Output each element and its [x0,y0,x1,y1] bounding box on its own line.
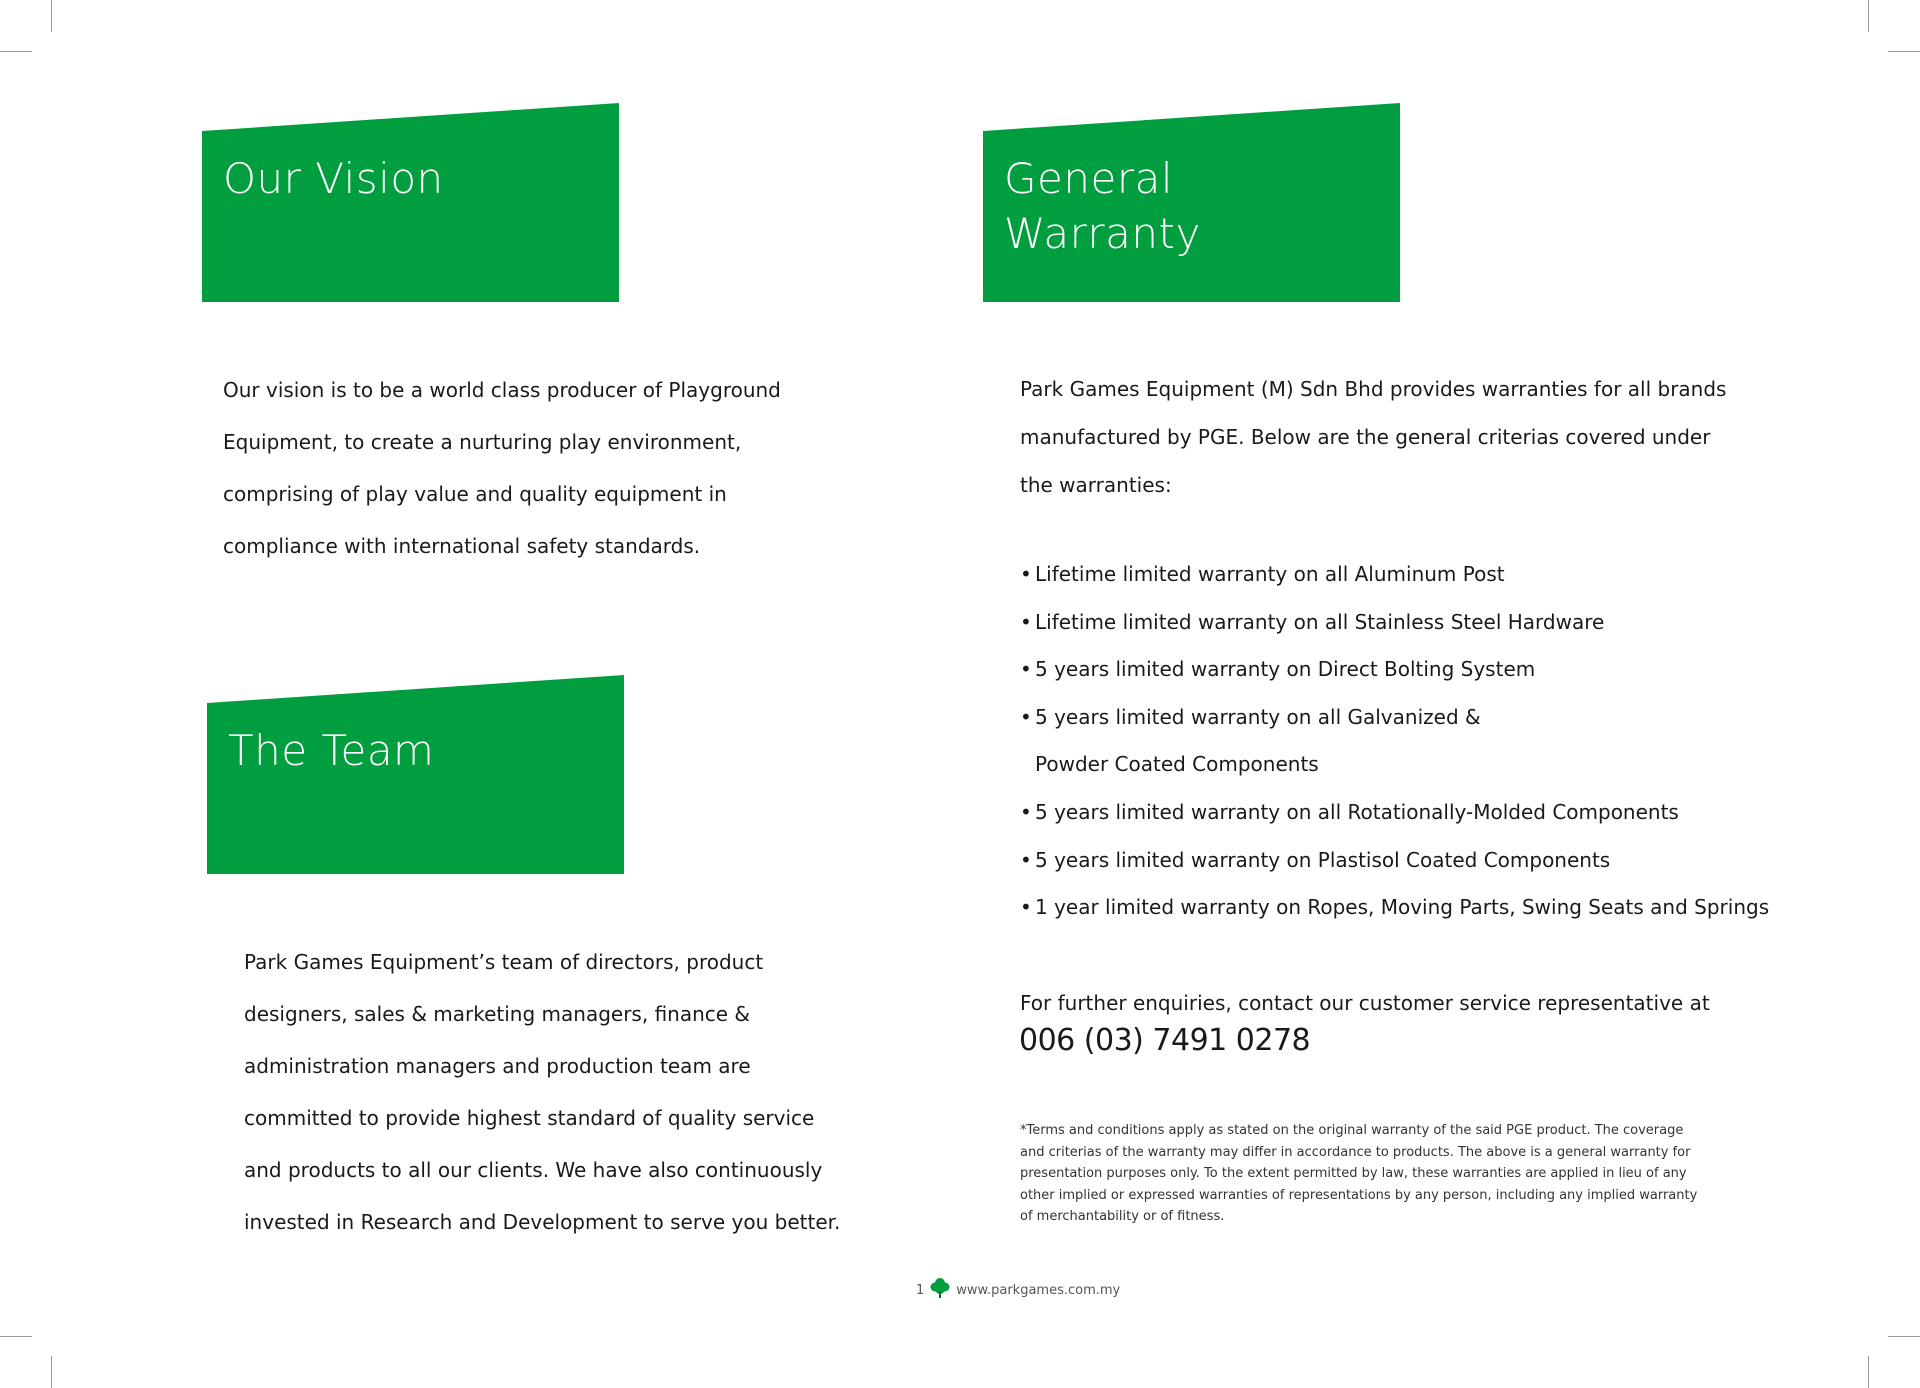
vision-line: comprising of play value and quality equipment in [223,482,727,506]
page-number: 1 [916,1282,925,1298]
warranty-intro-line: the warranties: [1020,473,1172,497]
crop-mark [1888,51,1920,52]
vision-paragraph [223,364,813,572]
team-line: administration managers and production team are [244,1054,751,1078]
warranty-intro [1020,365,1740,509]
warranty-bullet-item: • 5 years limited warranty on all Rotationally-Molded Components [1020,789,1780,837]
warranty-bullet-item: • 5 years limited warranty on Plastisol Coated Components [1020,837,1780,885]
crop-mark [1868,1356,1869,1388]
page-footer [916,1278,1120,1302]
team-line: Park Games Equipment’s team of directors, product [244,950,764,974]
footnote-line: other implied or expressed warranties of representations by any person, including any implied warranty [1020,1187,1698,1203]
crop-mark [51,0,52,32]
footnote-line: of merchantability or of fitness. [1020,1209,1225,1224]
vision-title-line: Our Vision [223,154,444,203]
team-line: designers, sales & marketing managers, finance & [244,1002,751,1026]
terms-footnote [1020,1120,1740,1228]
warranty-bullet-item: • 5 years limited warranty on all Galvanized & [1020,694,1780,742]
footnote-line: and criterias of the warranty may differ in accordance to products. The above is a general warranty for [1020,1144,1691,1160]
warranty-title-line: Warranty [1004,209,1201,258]
team-title [228,723,608,778]
warranty-bullet-item: • Lifetime limited warranty on all Aluminum Post [1020,551,1780,599]
vision-line: Our vision is to be a world class producer of Playground [223,378,781,402]
warranty-intro-line: manufactured by PGE. Below are the general criterias covered under [1020,425,1711,449]
crop-mark [1888,1336,1920,1337]
warranty-banner [983,103,1400,302]
warranty-intro-line: Park Games Equipment (M) Sdn Bhd provides warranties for all brands [1020,377,1727,401]
vision-title [223,151,603,206]
vision-line: Equipment, to create a nurturing play environment, [223,430,742,454]
crop-mark [51,1356,52,1388]
warranty-bullet-item: • 1 year limited warranty on Ropes, Moving Parts, Swing Seats and Springs [1020,884,1780,932]
vision-line: compliance with international safety standards. [223,534,701,558]
warranty-bullet-item: • Lifetime limited warranty on all Stainless Steel Hardware [1020,599,1780,647]
warranty-title-line: General [1004,154,1174,203]
team-line: committed to provide highest standard of quality service [244,1106,815,1130]
team-line: invested in Research and Development to serve you better. [244,1210,841,1234]
tree-logo-icon [930,1277,950,1303]
vision-banner [202,103,619,302]
crop-mark [0,1336,32,1337]
warranty-title [1004,151,1384,261]
warranty-bullet-item: • 5 years limited warranty on Direct Bolting System [1020,646,1780,694]
warranty-bullet-list [1020,551,1780,932]
team-paragraph [244,936,864,1248]
warranty-bullet-continuation: Powder Coated Components [1035,752,1319,777]
footnote-line: *Terms and conditions apply as stated on the original warranty of the said PGE product. The coverage [1020,1123,1684,1138]
team-title-line: The Team [228,726,435,775]
footnote-line: presentation purposes only. To the extent permitted by law, these warranties are applied in lieu of any [1020,1166,1687,1181]
team-banner [207,675,624,874]
enquiry-text: For further enquiries, contact our customer service representative at [1020,991,1710,1015]
crop-mark [0,51,32,52]
website-link[interactable]: www.parkgames.com.my [956,1282,1121,1298]
team-line: and products to all our clients. We have also continuously [244,1158,823,1182]
phone-number: 006 (03) 7491 0278 [1019,1023,1311,1058]
crop-mark [1868,0,1869,32]
